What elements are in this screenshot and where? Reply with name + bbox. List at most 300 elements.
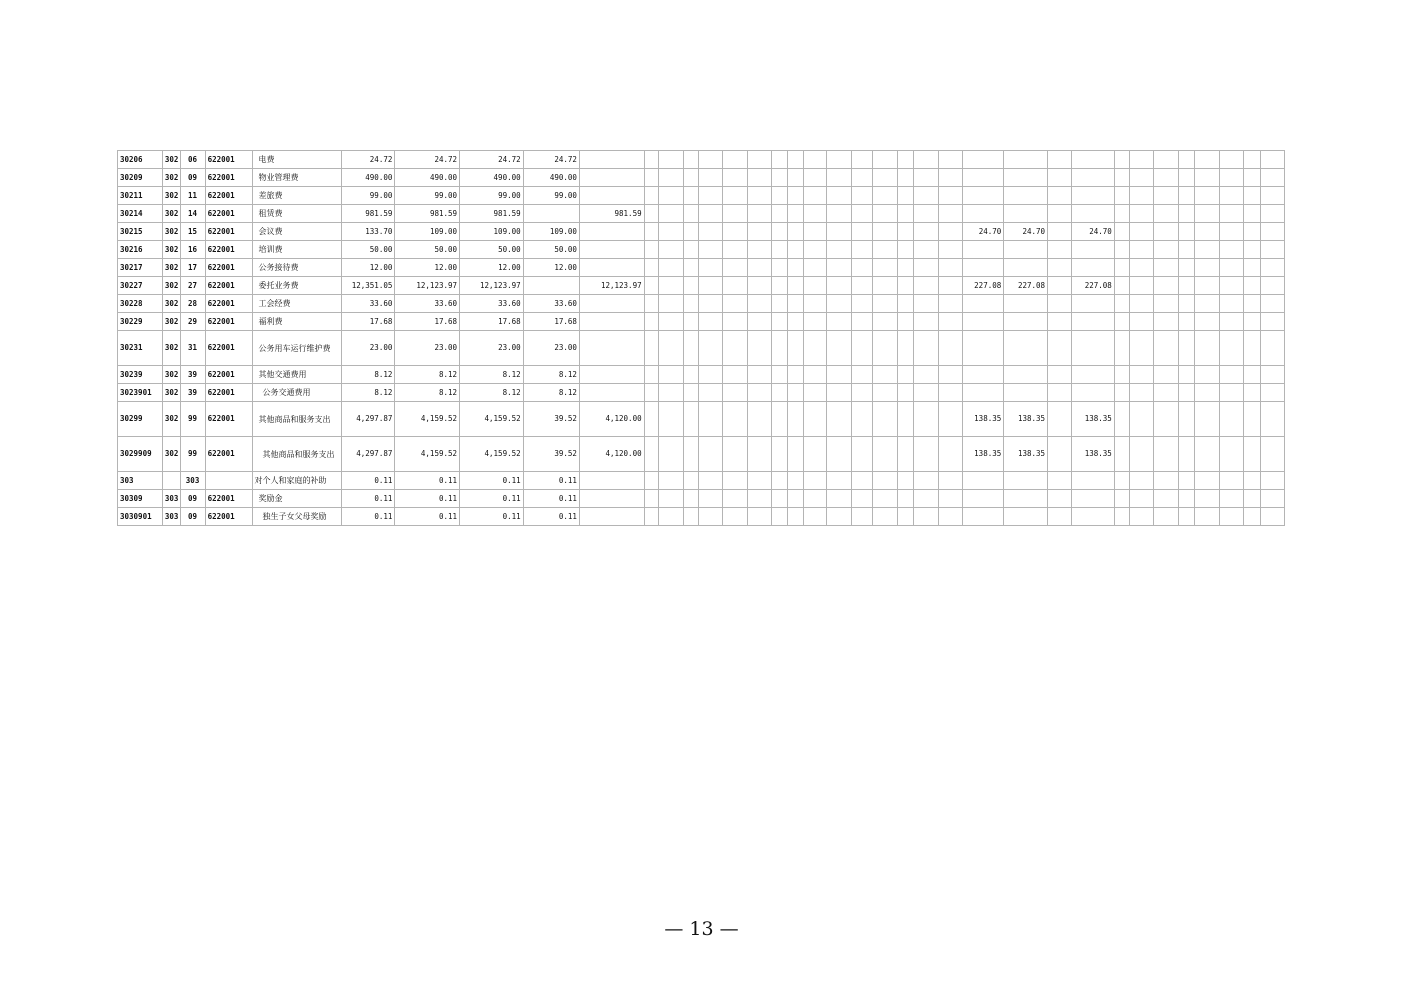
value-cell: [1004, 241, 1048, 259]
empty-cell: [1130, 205, 1154, 223]
value-cell: [1004, 472, 1048, 490]
empty-cell: [659, 366, 684, 384]
empty-cell: [698, 205, 722, 223]
item-cell: 28: [180, 295, 205, 313]
empty-cell: [747, 241, 771, 259]
empty-cell: [1130, 187, 1154, 205]
empty-cell: [1244, 205, 1261, 223]
empty-cell: [1114, 366, 1130, 384]
empty-cell: [788, 402, 804, 437]
value-cell: [579, 151, 644, 169]
empty-cell: [897, 472, 913, 490]
empty-cell: [897, 331, 913, 366]
empty-cell: [644, 366, 659, 384]
empty-cell: [1114, 223, 1130, 241]
empty-cell: [1048, 508, 1072, 526]
empty-cell: [913, 169, 938, 187]
code-cell: 3029909: [118, 437, 163, 472]
value-cell: 17.68: [460, 313, 524, 331]
value-cell: [579, 366, 644, 384]
value-cell: [962, 187, 1004, 205]
unit-cell: 622001: [205, 437, 252, 472]
empty-cell: [1179, 151, 1195, 169]
empty-cell: [938, 205, 962, 223]
empty-cell: [897, 259, 913, 277]
empty-cell: [1179, 241, 1195, 259]
empty-cell: [804, 313, 827, 331]
empty-cell: [827, 490, 852, 508]
empty-cell: [1114, 277, 1130, 295]
empty-cell: [913, 313, 938, 331]
item-cell: 15: [180, 223, 205, 241]
empty-cell: [938, 151, 962, 169]
empty-cell: [684, 437, 699, 472]
value-cell: [579, 295, 644, 313]
empty-cell: [938, 402, 962, 437]
empty-cell: [1114, 205, 1130, 223]
empty-cell: [788, 313, 804, 331]
empty-cell: [644, 472, 659, 490]
empty-cell: [804, 295, 827, 313]
class-cell: 302: [162, 169, 180, 187]
value-cell: [1072, 205, 1115, 223]
empty-cell: [938, 490, 962, 508]
empty-cell: [1220, 277, 1244, 295]
empty-cell: [804, 259, 827, 277]
value-cell: 24.72: [460, 151, 524, 169]
class-cell: 302: [162, 277, 180, 295]
empty-cell: [1260, 313, 1284, 331]
empty-cell: [1220, 259, 1244, 277]
value-cell: [579, 169, 644, 187]
empty-cell: [1195, 259, 1220, 277]
empty-cell: [722, 472, 747, 490]
value-cell: 981.59: [460, 205, 524, 223]
empty-cell: [722, 295, 747, 313]
empty-cell: [1244, 437, 1261, 472]
value-cell: 24.70: [1004, 223, 1048, 241]
empty-cell: [1220, 472, 1244, 490]
unit-cell: 622001: [205, 490, 252, 508]
empty-cell: [788, 151, 804, 169]
name-cell: 其他商品和服务支出: [252, 402, 342, 437]
table-row: [118, 313, 1285, 331]
empty-cell: [722, 384, 747, 402]
value-cell: 50.00: [523, 241, 579, 259]
empty-cell: [913, 241, 938, 259]
code-cell: 30211: [118, 187, 163, 205]
empty-cell: [698, 366, 722, 384]
empty-cell: [1154, 241, 1179, 259]
empty-cell: [1195, 366, 1220, 384]
empty-cell: [913, 151, 938, 169]
empty-cell: [747, 151, 771, 169]
empty-cell: [644, 384, 659, 402]
empty-cell: [804, 490, 827, 508]
empty-cell: [1130, 223, 1154, 241]
empty-cell: [852, 490, 873, 508]
empty-cell: [1154, 223, 1179, 241]
empty-cell: [722, 223, 747, 241]
name-cell: 租赁费: [252, 205, 342, 223]
value-cell: [579, 241, 644, 259]
value-cell: [1072, 241, 1115, 259]
empty-cell: [644, 187, 659, 205]
class-cell: 302: [162, 241, 180, 259]
empty-cell: [747, 384, 771, 402]
empty-cell: [722, 259, 747, 277]
empty-cell: [684, 384, 699, 402]
value-cell: [962, 151, 1004, 169]
value-cell: 138.35: [1072, 402, 1115, 437]
empty-cell: [897, 205, 913, 223]
empty-cell: [1048, 205, 1072, 223]
empty-cell: [1195, 295, 1220, 313]
empty-cell: [644, 223, 659, 241]
empty-cell: [1260, 490, 1284, 508]
table-row: [118, 205, 1285, 223]
empty-cell: [1154, 187, 1179, 205]
empty-cell: [684, 366, 699, 384]
value-cell: 33.60: [395, 295, 460, 313]
value-cell: [579, 223, 644, 241]
empty-cell: [771, 331, 788, 366]
table-row: [118, 241, 1285, 259]
value-cell: [1072, 259, 1115, 277]
empty-cell: [1048, 402, 1072, 437]
value-cell: 12.00: [523, 259, 579, 277]
table-row: [118, 331, 1285, 366]
total-cell: 8.12: [342, 384, 395, 402]
empty-cell: [1244, 187, 1261, 205]
empty-cell: [1220, 223, 1244, 241]
empty-cell: [897, 402, 913, 437]
empty-cell: [1179, 205, 1195, 223]
empty-cell: [804, 277, 827, 295]
total-cell: 0.11: [342, 490, 395, 508]
value-cell: 50.00: [460, 241, 524, 259]
empty-cell: [747, 366, 771, 384]
empty-cell: [1130, 259, 1154, 277]
empty-cell: [1048, 241, 1072, 259]
name-cell: 差旅费: [252, 187, 342, 205]
empty-cell: [684, 490, 699, 508]
unit-cell: 622001: [205, 187, 252, 205]
value-cell: [1004, 169, 1048, 187]
value-cell: 4,120.00: [579, 402, 644, 437]
item-cell: 17: [180, 259, 205, 277]
empty-cell: [1154, 295, 1179, 313]
class-cell: 302: [162, 384, 180, 402]
empty-cell: [1220, 331, 1244, 366]
empty-cell: [1220, 205, 1244, 223]
empty-cell: [747, 313, 771, 331]
unit-cell: 622001: [205, 223, 252, 241]
empty-cell: [938, 277, 962, 295]
empty-cell: [1220, 490, 1244, 508]
class-cell: 302: [162, 402, 180, 437]
value-cell: 8.12: [460, 366, 524, 384]
code-cell: 30228: [118, 295, 163, 313]
empty-cell: [1220, 313, 1244, 331]
value-cell: [962, 313, 1004, 331]
empty-cell: [771, 277, 788, 295]
item-cell: 99: [180, 402, 205, 437]
empty-cell: [897, 223, 913, 241]
name-cell: 电费: [252, 151, 342, 169]
empty-cell: [1154, 402, 1179, 437]
empty-cell: [872, 384, 897, 402]
empty-cell: [659, 151, 684, 169]
code-cell: 30209: [118, 169, 163, 187]
empty-cell: [1179, 259, 1195, 277]
empty-cell: [938, 259, 962, 277]
empty-cell: [804, 151, 827, 169]
value-cell: [962, 472, 1004, 490]
empty-cell: [771, 169, 788, 187]
empty-cell: [722, 187, 747, 205]
class-cell: 302: [162, 223, 180, 241]
empty-cell: [1048, 187, 1072, 205]
empty-cell: [897, 366, 913, 384]
empty-cell: [1154, 259, 1179, 277]
value-cell: [962, 366, 1004, 384]
table-row: [118, 472, 1285, 490]
value-cell: 24.72: [523, 151, 579, 169]
value-cell: 33.60: [523, 295, 579, 313]
table-row: [118, 277, 1285, 295]
empty-cell: [1195, 437, 1220, 472]
empty-cell: [684, 277, 699, 295]
empty-cell: [872, 472, 897, 490]
empty-cell: [827, 437, 852, 472]
value-cell: [1072, 151, 1115, 169]
value-cell: [962, 205, 1004, 223]
empty-cell: [722, 402, 747, 437]
empty-cell: [659, 508, 684, 526]
value-cell: [1004, 151, 1048, 169]
empty-cell: [659, 490, 684, 508]
empty-cell: [872, 402, 897, 437]
unit-cell: 622001: [205, 241, 252, 259]
value-cell: 490.00: [395, 169, 460, 187]
name-cell: 其他商品和服务支出: [252, 437, 342, 472]
empty-cell: [852, 151, 873, 169]
empty-cell: [1048, 223, 1072, 241]
empty-cell: [747, 472, 771, 490]
empty-cell: [698, 241, 722, 259]
empty-cell: [897, 277, 913, 295]
empty-cell: [827, 384, 852, 402]
empty-cell: [897, 151, 913, 169]
empty-cell: [872, 366, 897, 384]
empty-cell: [913, 437, 938, 472]
empty-cell: [1114, 384, 1130, 402]
empty-cell: [1048, 384, 1072, 402]
value-cell: [579, 384, 644, 402]
empty-cell: [698, 169, 722, 187]
name-cell: 公务交通费用: [252, 384, 342, 402]
empty-cell: [1130, 331, 1154, 366]
total-cell: 981.59: [342, 205, 395, 223]
unit-cell: 622001: [205, 331, 252, 366]
empty-cell: [698, 151, 722, 169]
empty-cell: [788, 187, 804, 205]
code-cell: 30227: [118, 277, 163, 295]
empty-cell: [913, 402, 938, 437]
empty-cell: [938, 384, 962, 402]
empty-cell: [644, 331, 659, 366]
empty-cell: [827, 277, 852, 295]
value-cell: 99.00: [523, 187, 579, 205]
class-cell: 302: [162, 187, 180, 205]
empty-cell: [1195, 490, 1220, 508]
name-cell: 培训费: [252, 241, 342, 259]
empty-cell: [747, 295, 771, 313]
empty-cell: [872, 187, 897, 205]
value-cell: 0.11: [523, 490, 579, 508]
empty-cell: [1195, 241, 1220, 259]
empty-cell: [1260, 331, 1284, 366]
empty-cell: [1114, 295, 1130, 313]
empty-cell: [1179, 384, 1195, 402]
empty-cell: [644, 151, 659, 169]
empty-cell: [788, 241, 804, 259]
empty-cell: [897, 384, 913, 402]
empty-cell: [747, 205, 771, 223]
value-cell: 4,120.00: [579, 437, 644, 472]
value-cell: 33.60: [460, 295, 524, 313]
empty-cell: [1260, 508, 1284, 526]
empty-cell: [804, 223, 827, 241]
table-row: [118, 402, 1285, 437]
empty-cell: [644, 277, 659, 295]
value-cell: 0.11: [523, 508, 579, 526]
class-cell: 302: [162, 295, 180, 313]
empty-cell: [938, 295, 962, 313]
empty-cell: [698, 384, 722, 402]
empty-cell: [1260, 472, 1284, 490]
value-cell: 8.12: [523, 366, 579, 384]
value-cell: [1072, 313, 1115, 331]
empty-cell: [827, 241, 852, 259]
item-cell: 09: [180, 508, 205, 526]
value-cell: 0.11: [460, 472, 524, 490]
value-cell: [1072, 169, 1115, 187]
value-cell: [1072, 187, 1115, 205]
value-cell: 109.00: [395, 223, 460, 241]
empty-cell: [722, 205, 747, 223]
total-cell: 0.11: [342, 472, 395, 490]
empty-cell: [852, 313, 873, 331]
class-cell: 302: [162, 437, 180, 472]
empty-cell: [852, 402, 873, 437]
code-cell: 30309: [118, 490, 163, 508]
empty-cell: [1130, 241, 1154, 259]
empty-cell: [788, 205, 804, 223]
unit-cell: [205, 472, 252, 490]
empty-cell: [722, 437, 747, 472]
empty-cell: [1179, 313, 1195, 331]
total-cell: 8.12: [342, 366, 395, 384]
empty-cell: [872, 490, 897, 508]
table-row: [118, 490, 1285, 508]
empty-cell: [897, 169, 913, 187]
class-cell: 302: [162, 259, 180, 277]
empty-cell: [1195, 331, 1220, 366]
code-cell: 30214: [118, 205, 163, 223]
empty-cell: [684, 169, 699, 187]
class-cell: 303: [162, 508, 180, 526]
empty-cell: [1195, 169, 1220, 187]
empty-cell: [684, 223, 699, 241]
item-cell: 14: [180, 205, 205, 223]
empty-cell: [1048, 490, 1072, 508]
empty-cell: [1220, 402, 1244, 437]
empty-cell: [684, 313, 699, 331]
item-cell: 99: [180, 437, 205, 472]
empty-cell: [938, 187, 962, 205]
empty-cell: [804, 508, 827, 526]
empty-cell: [872, 508, 897, 526]
empty-cell: [872, 241, 897, 259]
empty-cell: [1195, 384, 1220, 402]
empty-cell: [722, 331, 747, 366]
table-row: [118, 187, 1285, 205]
empty-cell: [1220, 187, 1244, 205]
empty-cell: [1114, 241, 1130, 259]
value-cell: [1072, 508, 1115, 526]
empty-cell: [1260, 151, 1284, 169]
unit-cell: 622001: [205, 205, 252, 223]
item-cell: 27: [180, 277, 205, 295]
empty-cell: [1130, 366, 1154, 384]
empty-cell: [788, 472, 804, 490]
empty-cell: [1114, 437, 1130, 472]
name-cell: 物业管理费: [252, 169, 342, 187]
empty-cell: [913, 277, 938, 295]
name-cell: 独生子女父母奖励: [252, 508, 342, 526]
empty-cell: [827, 187, 852, 205]
value-cell: 0.11: [395, 508, 460, 526]
value-cell: [962, 508, 1004, 526]
empty-cell: [1130, 169, 1154, 187]
empty-cell: [684, 472, 699, 490]
total-cell: 133.70: [342, 223, 395, 241]
empty-cell: [804, 169, 827, 187]
empty-cell: [1048, 277, 1072, 295]
empty-cell: [644, 259, 659, 277]
empty-cell: [872, 169, 897, 187]
empty-cell: [827, 295, 852, 313]
empty-cell: [644, 241, 659, 259]
empty-cell: [1179, 331, 1195, 366]
empty-cell: [659, 437, 684, 472]
empty-cell: [1179, 187, 1195, 205]
empty-cell: [1179, 169, 1195, 187]
empty-cell: [827, 205, 852, 223]
empty-cell: [852, 437, 873, 472]
code-cell: 303: [118, 472, 163, 490]
value-cell: 227.08: [1004, 277, 1048, 295]
value-cell: 39.52: [523, 437, 579, 472]
empty-cell: [1114, 472, 1130, 490]
empty-cell: [913, 384, 938, 402]
empty-cell: [1220, 295, 1244, 313]
value-cell: [1004, 187, 1048, 205]
empty-cell: [684, 241, 699, 259]
empty-cell: [771, 205, 788, 223]
